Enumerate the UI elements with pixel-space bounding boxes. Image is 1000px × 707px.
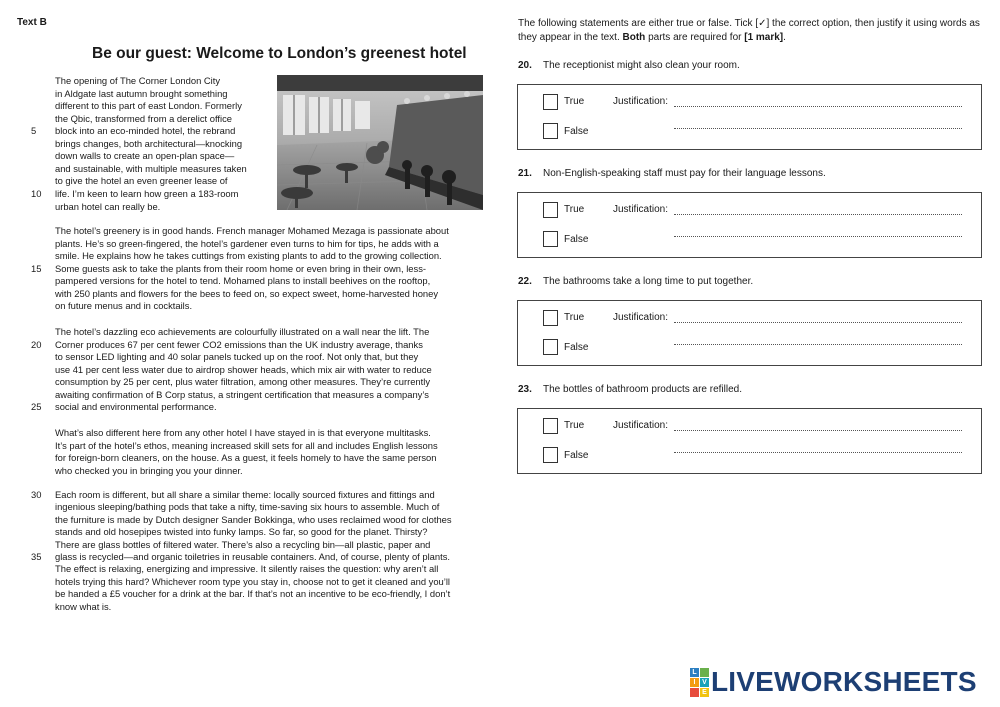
line-number: 35 — [31, 551, 42, 562]
question-statement: The bottles of bathroom products are refilled. — [543, 384, 742, 395]
article-line: stands and old hosepipes twisted into funky lamps. So far, so good for the planet. Thirsty? — [55, 526, 428, 538]
false-label: False — [564, 126, 589, 137]
article-line: life. I’m keen to learn how green a 183-room — [55, 187, 239, 199]
question-statement: Non-English-speaking staff must pay for their language lessons. — [543, 168, 826, 179]
justification-label: Justification: — [613, 204, 669, 215]
article-line: plants. He’s so green-fingered, the hotel’s gardener even turns to him for tips, he adds with a — [55, 237, 439, 249]
justification-line-2[interactable] — [674, 119, 962, 129]
question-statement: The bathrooms take a long time to put together. — [543, 276, 754, 287]
article-line: pampered versions for the hotel to tend. Mohamed plans to install beehives on the rooftop, — [55, 275, 431, 287]
article-line: know what is. — [55, 600, 112, 612]
article-line: Some guests ask to take the plants from their room home or even bring in their own, less- — [55, 262, 427, 274]
logo-text: LIVEWORKSHEETS — [711, 666, 977, 697]
justification-label: Justification: — [613, 420, 669, 431]
true-checkbox[interactable] — [543, 94, 558, 110]
article-line: Corner produces 67 per cent fewer CO2 emissions than the UK industry average, thanks — [55, 338, 423, 350]
article-line: the Qbic, transformed from a derelict office — [55, 112, 232, 124]
liveworksheets-logo — [690, 667, 977, 697]
logo-mark-letter: L — [690, 668, 699, 677]
true-checkbox[interactable] — [543, 202, 558, 218]
article-line: The opening of The Corner London City — [55, 75, 221, 86]
article-line: The effect is relaxing, energizing and impressive. It silently raises the question: why aren’t all — [55, 563, 439, 575]
true-label: True — [564, 312, 585, 323]
logo-mark-cell — [690, 688, 699, 697]
question-number: 23. — [518, 384, 532, 395]
hotel-photo — [277, 75, 483, 210]
article-line: in Aldgate last autumn brought something — [55, 87, 228, 99]
article-line: and sustainable, with multiple measures taken — [55, 162, 247, 174]
answer-box — [517, 408, 982, 474]
article-line: Each room is different, but all share a similar theme: locally sourced fixtures and fittings and — [55, 489, 435, 500]
article-line: for foreign-born cleaners, on the house. As a guest, it feels homely to have the same person — [55, 452, 437, 464]
article-line: It’s part of the hotel’s ethos, meaning increased skill sets for all and includes English lessons — [55, 439, 438, 451]
article-line: down walls to create an open-plan space— — [55, 150, 235, 162]
logo-mark-cell — [700, 668, 709, 677]
true-checkbox[interactable] — [543, 418, 558, 434]
line-number: 20 — [31, 338, 42, 350]
question-number: 21. — [518, 168, 532, 179]
article-line: use 41 per cent less water due to airdrop shower heads, which mix air with water to reduce — [55, 363, 432, 375]
answer-box — [517, 84, 982, 150]
text-label: Text B — [17, 17, 47, 28]
false-checkbox[interactable] — [543, 231, 558, 247]
line-number: 15 — [31, 262, 42, 274]
justification-line-2[interactable] — [674, 443, 962, 453]
article-line: smile. He explains how he takes cuttings from existing plants to add to the growing collection. — [55, 250, 442, 262]
logo-mark-letter: I — [690, 678, 699, 687]
article-title: Be our guest: Welcome to London’s greenest hotel — [92, 45, 467, 62]
justification-line-1[interactable] — [674, 97, 962, 107]
true-label: True — [564, 204, 585, 215]
true-label: True — [564, 96, 585, 107]
article-line: to give the hotel an even greener lease of — [55, 175, 228, 187]
false-label: False — [564, 450, 589, 461]
line-number: 5 — [31, 125, 37, 137]
logo-mark-letter: E — [700, 688, 709, 697]
question-statement: The receptionist might also clean your room. — [543, 60, 740, 71]
article-line: on future menus and in cocktails. — [55, 300, 193, 312]
true-checkbox[interactable] — [543, 310, 558, 326]
false-checkbox[interactable] — [543, 123, 558, 139]
justification-line-1[interactable] — [674, 313, 962, 323]
answer-box — [517, 300, 982, 366]
false-checkbox[interactable] — [543, 447, 558, 463]
justification-line-2[interactable] — [674, 227, 962, 237]
false-label: False — [564, 342, 589, 353]
article-line: urban hotel can really be. — [55, 200, 161, 212]
line-number: 25 — [31, 401, 42, 413]
question-number: 20. — [518, 60, 532, 71]
article-line: social and environmental performance. — [55, 401, 217, 413]
line-number: 10 — [31, 187, 42, 199]
article-line: to sensor LED lighting and 40 solar panels tucked up on the roof. Not only that, but they — [55, 351, 419, 363]
article-line: be handed a £5 voucher for a drink at the bar. If that’s not an incentive to be eco-friendly, I don’t — [55, 588, 451, 600]
article-line: The hotel’s dazzling eco achievements are colourfully illustrated on a wall near the lift. The — [55, 326, 430, 337]
article-line: different to this part of east London. Formerly — [55, 100, 242, 112]
article-line: The hotel’s greenery is in good hands. French manager Mohamed Mezaga is passionate about — [55, 225, 449, 236]
article-line: block into an eco-minded hotel, the rebrand — [55, 125, 236, 137]
instruction-emphasis: Both — [622, 32, 646, 43]
article-line: awaiting confirmation of B Corp status, a stringent certification that measures a company’s — [55, 388, 429, 400]
line-number: 30 — [31, 489, 42, 500]
justification-line-1[interactable] — [674, 421, 962, 431]
article-line: ingenious sleeping/bathing pods that take a nifty, time-saving six hours to assemble. Much of — [55, 501, 440, 513]
logo-mark-icon — [690, 668, 709, 697]
justification-label: Justification: — [613, 96, 669, 107]
instruction-end: . — [783, 32, 786, 43]
article-line: the furniture is made by Dutch designer Sander Bokkinga, who uses reclaimed wood for clothes — [55, 513, 452, 525]
article-line: who checked you in bringing you your dinner. — [55, 464, 243, 476]
instruction-text-2: parts are required for — [645, 32, 745, 43]
article-line: with 250 plants and flowers for the bees to feed on, so expect sweet, home-harvested honey — [55, 287, 439, 299]
false-label: False — [564, 234, 589, 245]
article-line: glass is recycled—and organic toiletries in reusable containers. And, of course, plenty of plants. — [55, 551, 451, 562]
answer-box — [517, 192, 982, 258]
article-line: What’s also different here from any other hotel I have stayed in is that everyone multitasks. — [55, 427, 431, 438]
instruction-mark: [1 mark] — [744, 32, 784, 43]
justification-line-2[interactable] — [674, 335, 962, 345]
justification-label: Justification: — [613, 312, 669, 323]
article-line: There are glass bottles of filtered water. There’s also a recycling bin—all plastic, paper and — [55, 538, 431, 550]
justification-line-1[interactable] — [674, 205, 962, 215]
article-line: hotels trying this hard? Whichever room type you stay in, choose not to get it cleaned and you’ll — [55, 575, 451, 587]
article-line: brings changes, both architectural—knocking — [55, 137, 243, 149]
question-number: 22. — [518, 276, 532, 287]
true-label: True — [564, 420, 585, 431]
instruction-text: The following statements are either true or false. Tick [✓] the correct option, then justify it using words as they appear in the text. — [518, 18, 980, 43]
article-line: consumption by 25 per cent, plus water filtration, among other measures. They’re currently — [55, 376, 431, 388]
logo-mark-letter: V — [700, 678, 709, 687]
instructions — [518, 17, 988, 45]
false-checkbox[interactable] — [543, 339, 558, 355]
